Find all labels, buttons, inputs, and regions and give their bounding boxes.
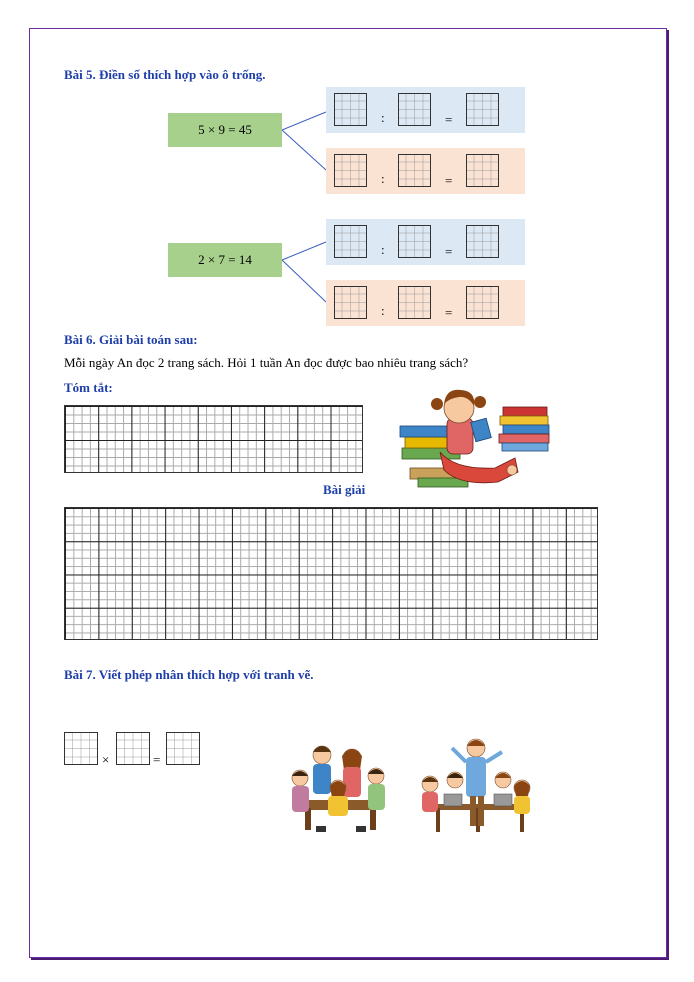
equals-sign: = bbox=[445, 305, 453, 320]
equals-sign: = bbox=[445, 112, 453, 127]
equation-box-2: 2 × 7 = 14 bbox=[168, 243, 282, 277]
solution-label: Bài giải bbox=[323, 482, 366, 497]
bai6-title: Bài 6. Giải bài toán sau: bbox=[64, 332, 198, 347]
bai6-problem-text: Mỗi ngày An đọc 2 trang sách. Hỏi 1 tuần An đọc được bao nhiêu trang sách? bbox=[64, 355, 469, 370]
equals-sign: = bbox=[153, 752, 161, 767]
equation-box-1: 5 × 9 = 45 bbox=[168, 113, 282, 147]
div-sign: : bbox=[381, 110, 385, 125]
multiply-sign: × bbox=[102, 752, 110, 767]
div-sign: : bbox=[381, 171, 385, 186]
equals-sign: = bbox=[445, 173, 453, 188]
div-sign: : bbox=[381, 303, 385, 318]
equals-sign: = bbox=[445, 244, 453, 259]
bai7-title: Bài 7. Viết phép nhân thích hợp với tranh vẽ. bbox=[64, 667, 314, 682]
summary-label: Tóm tắt: bbox=[64, 380, 113, 395]
bai5-title: Bài 5. Điền số thích hợp vào ô trống. bbox=[64, 67, 266, 82]
div-sign: : bbox=[381, 242, 385, 257]
